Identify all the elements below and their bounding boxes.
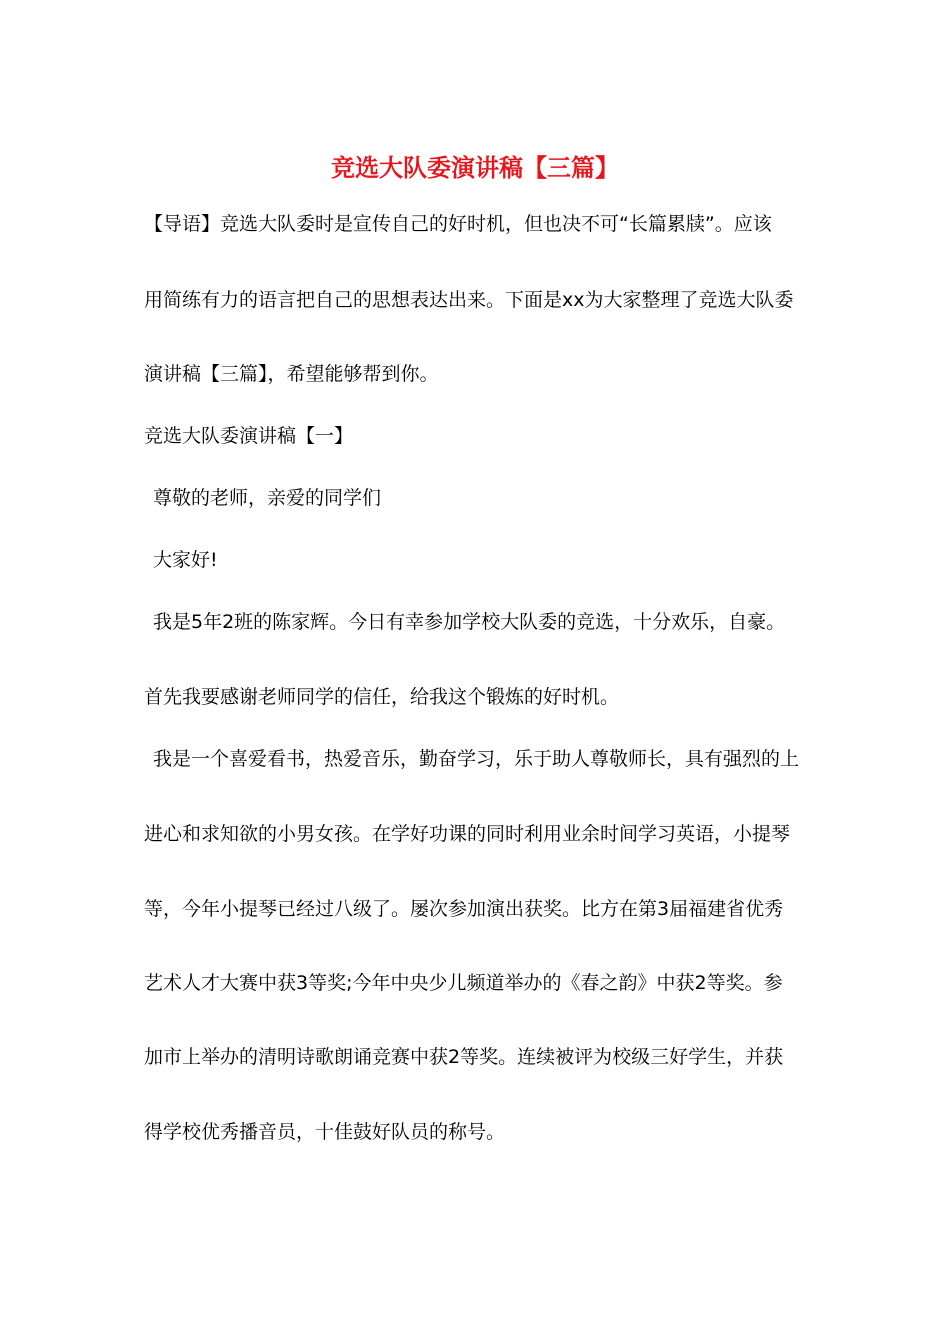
paragraph-1-line-2: 首先我要感谢老师同学的信任，给我这个锻炼的好时机。 bbox=[144, 686, 620, 708]
intro-line-1: 【导语】竞选大队委时是宣传自己的好时机，但也决不可“长篇累牍”。应该 bbox=[144, 213, 772, 235]
salutation: 尊敬的老师，亲爱的同学们 bbox=[153, 487, 382, 509]
paragraph-2-line-4: 艺术人才大赛中获3等奖;今年中央少儿频道举办的《春之韵》中获2等奖。参 bbox=[144, 972, 783, 994]
section-heading: 竞选大队委演讲稿【一】 bbox=[144, 425, 354, 447]
intro-line-3: 演讲稿【三篇】，希望能够帮到你。 bbox=[144, 363, 439, 385]
greeting: 大家好! bbox=[153, 549, 218, 571]
document-title: 竞选大队委演讲稿【三篇】 bbox=[331, 154, 619, 182]
paragraph-2-line-2: 进心和求知欲的小男女孩。在学好功课的同时利用业余时间学习英语，小提琴 bbox=[144, 823, 791, 845]
paragraph-2-line-3: 等，今年小提琴已经过八级了。屡次参加演出获奖。比方在第3届福建省优秀 bbox=[144, 898, 784, 920]
intro-line-2: 用简练有力的语言把自己的思想表达出来。下面是xx为大家整理了竞选大队委 bbox=[144, 289, 794, 311]
paragraph-2-line-1: 我是一个喜爱看书，热爱音乐，勤奋学习，乐于助人尊敬师长，具有强烈的上 bbox=[153, 748, 800, 770]
paragraph-1-line-1: 我是5年2班的陈家辉。今日有幸参加学校大队委的竞选，十分欢乐，自豪。 bbox=[153, 611, 786, 633]
paragraph-2-line-5: 加市上举办的清明诗歌朗诵竞赛中获2等奖。连续被评为校级三好学生，并获 bbox=[144, 1046, 784, 1068]
paragraph-2-line-6: 得学校优秀播音员，十佳鼓好队员的称号。 bbox=[144, 1121, 506, 1143]
